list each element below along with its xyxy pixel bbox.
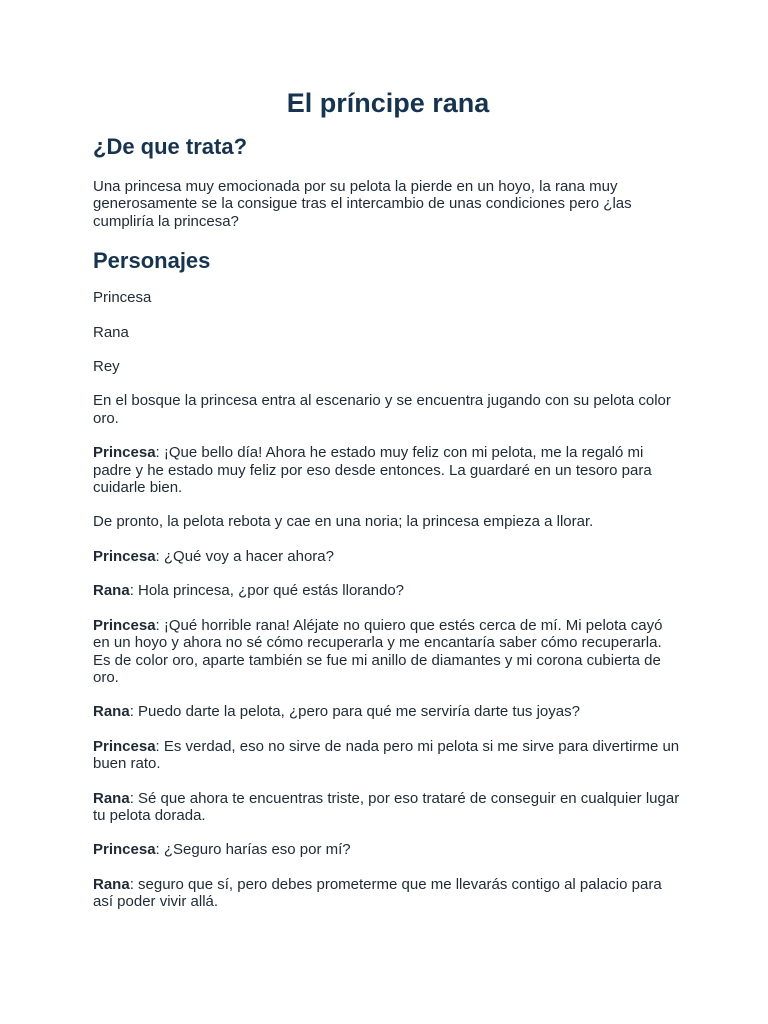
dialogue-text: : Sé que ahora te encuentras triste, por eso trataré de conseguir en cualquier lugar tu pelota dorada. (93, 789, 680, 824)
character-item: Princesa (93, 289, 152, 307)
speaker-name: Princesa (93, 737, 156, 755)
dialogue-line (93, 444, 683, 496)
characters-heading: Personajes (93, 248, 211, 274)
dialogue-text: : seguro que sí, pero debes prometerme que me llevarás contigo al palacio para así poder vivir allá. (93, 875, 662, 911)
speaker-name: Rana (93, 875, 130, 893)
stage-direction: En el bosque la princesa entra al escenario y se encuentra jugando con su pelota color oro. (93, 392, 671, 427)
speaker-name: Princesa (93, 841, 156, 859)
dialogue-line (93, 876, 683, 911)
dialogue-text: : Hola princesa, ¿por qué estás llorando? (129, 582, 405, 600)
speaker-name: Rana (93, 703, 130, 721)
character-item: Rana (93, 323, 129, 341)
stage-direction: De pronto, la pelota rebota y cae en una noria; la princesa empieza a llorar. (93, 513, 594, 531)
dialogue-line (93, 841, 683, 858)
dialogue-text: : ¿Seguro harías eso por mí? (155, 841, 351, 859)
speaker-name: Princesa (93, 616, 156, 634)
dialogue-line (93, 582, 683, 599)
dialogue-text: : Es verdad, eso no sirve de nada pero mi pelota si me sirve para divertirme un buen rato. (93, 737, 680, 773)
speaker-name: Rana (93, 582, 130, 600)
dialogue-line (93, 617, 683, 687)
dialogue-line (93, 548, 683, 565)
character-item: Rey (93, 358, 120, 376)
dialogue-text: : Puedo darte la pelota, ¿pero para qué me serviría darte tus joyas? (129, 703, 580, 721)
dialogue-line (93, 703, 683, 720)
document-page (93, 86, 683, 928)
dialogue-line (93, 790, 683, 825)
summary-paragraph: Una princesa muy emocionada por su pelota la pierde en un hoyo, la rana muy generosamente se la consigue tras el intercambio de unas condiciones pero ¿las cumpliría la princesa? (93, 178, 632, 230)
speaker-name: Rana (93, 789, 130, 807)
summary-heading: ¿De que trata? (93, 134, 248, 159)
speaker-name: Princesa (93, 444, 156, 462)
dialogue-line (93, 738, 683, 773)
document-title: El príncipe rana (286, 88, 490, 118)
dialogue-text: : ¡Que bello día! Ahora he estado muy feliz con mi pelota, me la regaló mi padre y he estado muy feliz por eso desde entonces. La guardaré en un tesoro para cuidarle bien. (93, 444, 652, 497)
speaker-name: Princesa (93, 547, 156, 565)
dialogue-text: : ¡Qué horrible rana! Aléjate no quiero que estés cerca de mí. Mi pelota cayó en un hoyo y ahora no sé cómo recuperarla y me encantaría saber cómo recuperarla. Es de color oro, aparte también se fue mi anillo de diamantes y mi corona cubierta de oro. (93, 616, 663, 686)
dialogue-text: : ¿Qué voy a hacer ahora? (155, 547, 334, 565)
